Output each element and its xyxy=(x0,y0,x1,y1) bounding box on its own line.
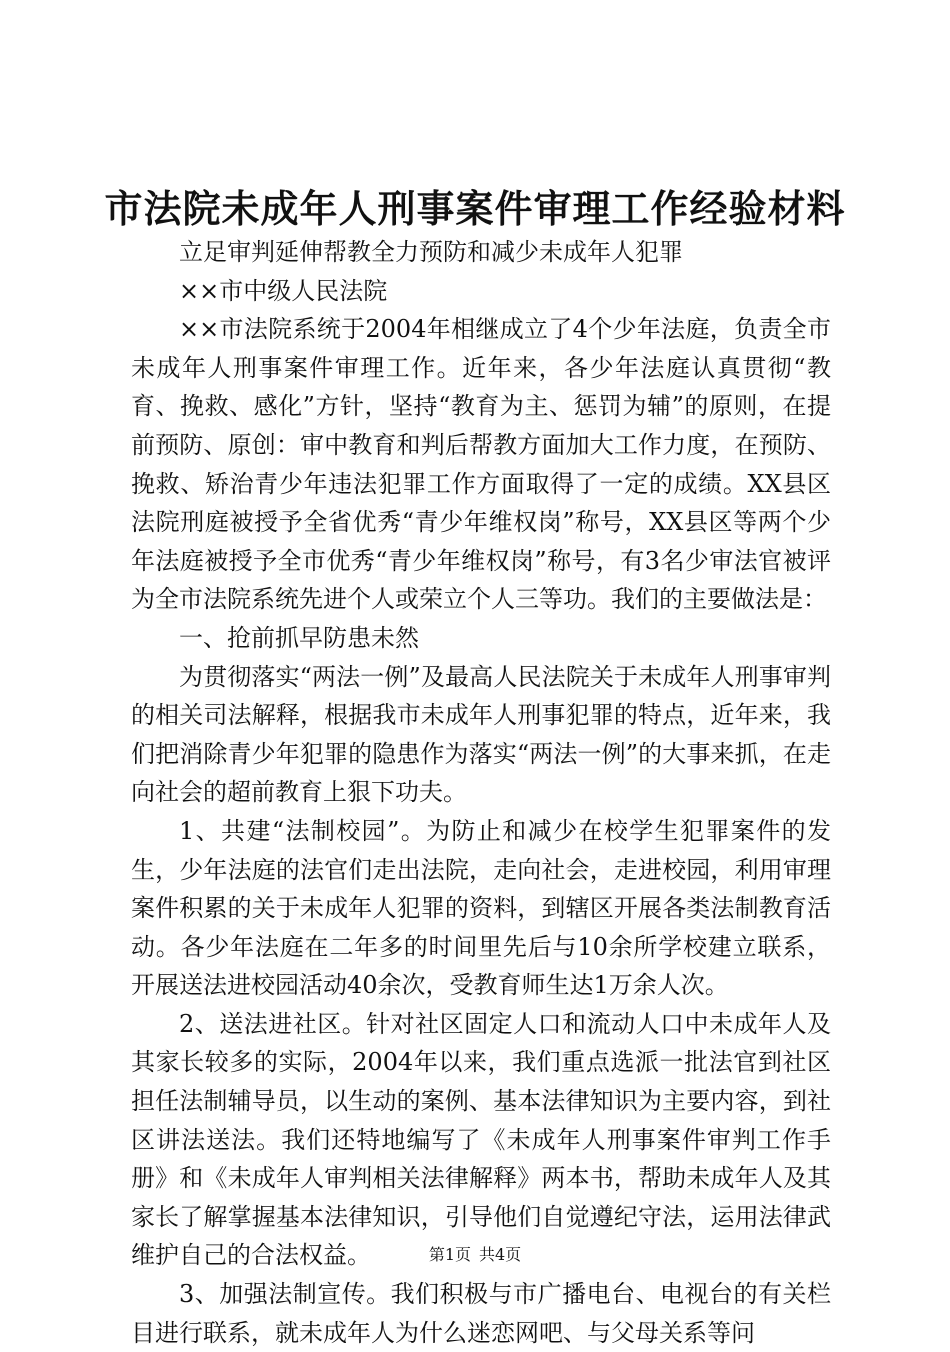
page-footer xyxy=(0,1244,950,1266)
subtitle-paragraph: 立足审判延伸帮教全力预防和减少未成年人犯罪 xyxy=(179,238,683,266)
page-number: 第1页 xyxy=(428,1245,471,1264)
page-total: 共4页 xyxy=(479,1245,522,1264)
section-1-paragraph: 为贯彻落实“两法一例”及最高人民法院关于未成年人刑事审判的相关司法解释，根据我市未成年人刑事犯罪的特点，近年来，我们把消除青少年犯罪的隐患作为落实“两法一例”的大事来抓，在走向社会的超前教育上狠下功夫。 xyxy=(131,662,831,807)
intro-paragraph: ××市法院系统于2004年相继成立了4个少年法庭，负责全市未成年人刑事案件审理工作。近年来，各少年法庭认真贯彻“教育、挽救、感化”方针，坚持“教育为主、惩罚为辅”的原则，在提前预防、原创：审中教育和判后帮教方面加大工作力度，在预防、挽救、矫治青少年违法犯罪工作方面取得了一定的成绩。XX县区法院刑庭被授予全省优秀“青少年维权岗”称号，XX县区等两个少年法庭被授予全市优秀“青少年维权岗”称号，有3名少审法官被评为全市法院系统先进个人或荣立个人三等功。我们的主要做法是： xyxy=(131,315,831,614)
section-heading-1: 一、抢前抓早防患未然 xyxy=(179,623,419,652)
item-1-paragraph: 1、共建“法制校园”。为防止和减少在校学生犯罪案件的发生，少年法庭的法官们走出法院，走向社会，走进校园，利用审理案件积累的关于未成年人犯罪的资料，到辖区开展各类法制教育活动。各少年法庭在二年多的时间里先后与10余所学校建立联系，开展送法进校园活动40余次，受教育师生达1万余人次。 xyxy=(131,816,831,1000)
document-body xyxy=(131,233,831,1352)
item-2-paragraph: 2、送法进社区。针对社区固定人口和流动人口中未成年人及其家长较多的实际，2004年以来，我们重点选派一批法官到社区担任法制辅导员，以生动的案例、基本法律知识为主要内容，到社区讲法送法。我们还特地编写了《未成年人刑事案件审判工作手册》和《未成年人审判相关法律解释》两本书，帮助未成年人及其家长了解掌握基本法律知识，引导他们自觉遵纪守法，运用法律武维护自己的合法权益。 xyxy=(131,1009,831,1270)
author-paragraph: ××市中级人民法院 xyxy=(179,276,388,305)
item-3-paragraph: 3、加强法制宣传。我们积极与市广播电台、电视台的有关栏目进行联系，就未成年人为什么迷恋网吧、与父母关系等问 xyxy=(131,1280,831,1347)
document-title: 市法院未成年人刑事案件审理工作经验材料 xyxy=(104,186,846,231)
